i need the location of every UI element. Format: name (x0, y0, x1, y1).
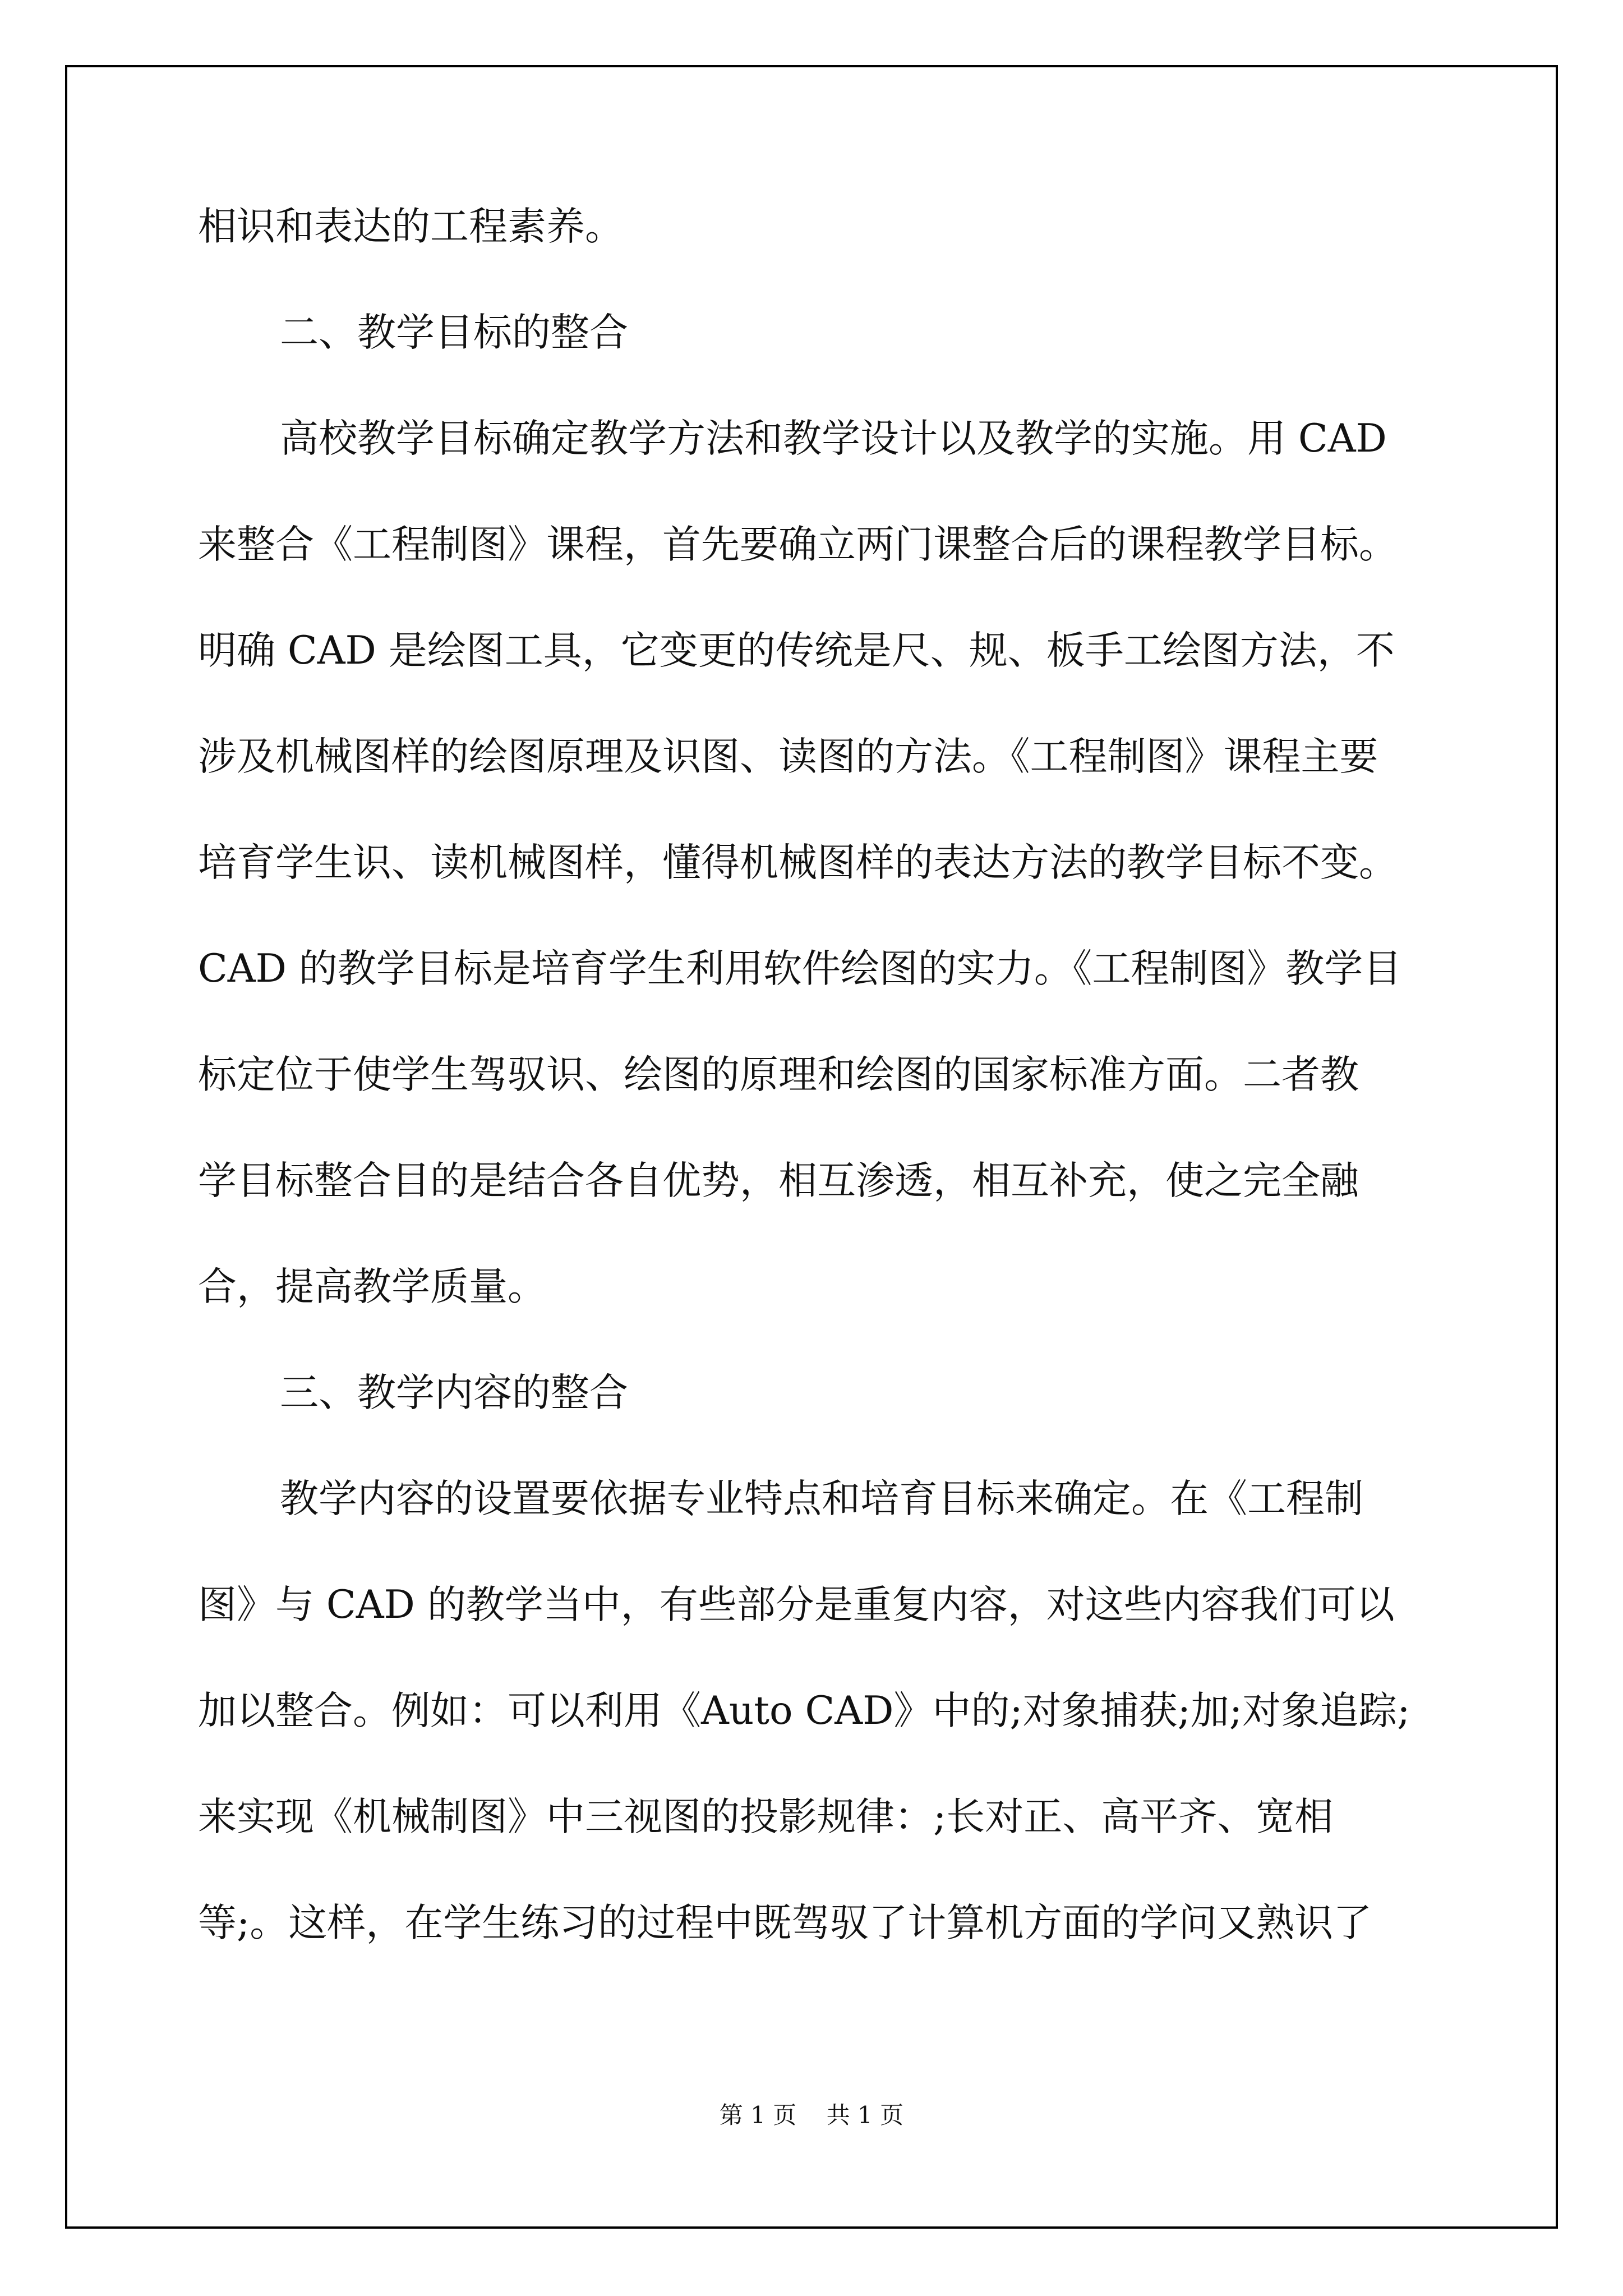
paragraph-first-line: 高校教学目标确定教学方法和教学设计以及教学的实施。用 CAD (280, 416, 1387, 461)
page-footer: 第 1 页 共 1 页 (719, 2101, 904, 2129)
text-line: 涉及机械图样的绘图原理及识图、读图的方法。《工程制图》课程主要 (198, 734, 1378, 779)
section-heading: 二、教学目标的整合 (280, 310, 628, 355)
text-line: 来整合《工程制图》课程，首先要确立两门课整合后的课程教学目标。 (198, 522, 1398, 567)
text-line: CAD 的教学目标是培育学生利用软件绘图的实力。《工程制图》教学目 (198, 946, 1402, 991)
text-line: 加以整合。例如：可以利用《Auto CAD》中的;对象捕获;加;对象追踪; (198, 1688, 1410, 1733)
paragraph-first-line: 教学内容的设置要依据专业特点和培育目标来确定。在《工程制 (280, 1476, 1363, 1521)
section-heading: 三、教学内容的整合 (280, 1370, 628, 1415)
text-line: 培育学生识、读机械图样，懂得机械图样的表达方法的教学目标不变。 (198, 840, 1398, 885)
text-line: 来实现《机械制图》中三视图的投影规律：;长对正、高平齐、宽相 (198, 1795, 1334, 1839)
text-line: 图》与 CAD 的教学当中，有些部分是重复内容，对这些内容我们可以 (198, 1582, 1395, 1627)
text-line: 相识和表达的工程素养。 (198, 204, 624, 249)
text-line: 标定位于使学生驾驭识、绘图的原理和绘图的国家标准方面。二者教 (198, 1052, 1359, 1097)
text-line: 学目标整合目的是结合各自优势，相互渗透，相互补充，使之完全融 (198, 1158, 1359, 1203)
text-line: 等;。这样，在学生练习的过程中既驾驭了计算机方面的学问又熟识了 (198, 1901, 1372, 1945)
text-line: 合，提高教学质量。 (198, 1264, 546, 1309)
text-line: 明确 CAD 是绘图工具，它变更的传统是尺、规、板手工绘图方法，不 (198, 628, 1395, 673)
